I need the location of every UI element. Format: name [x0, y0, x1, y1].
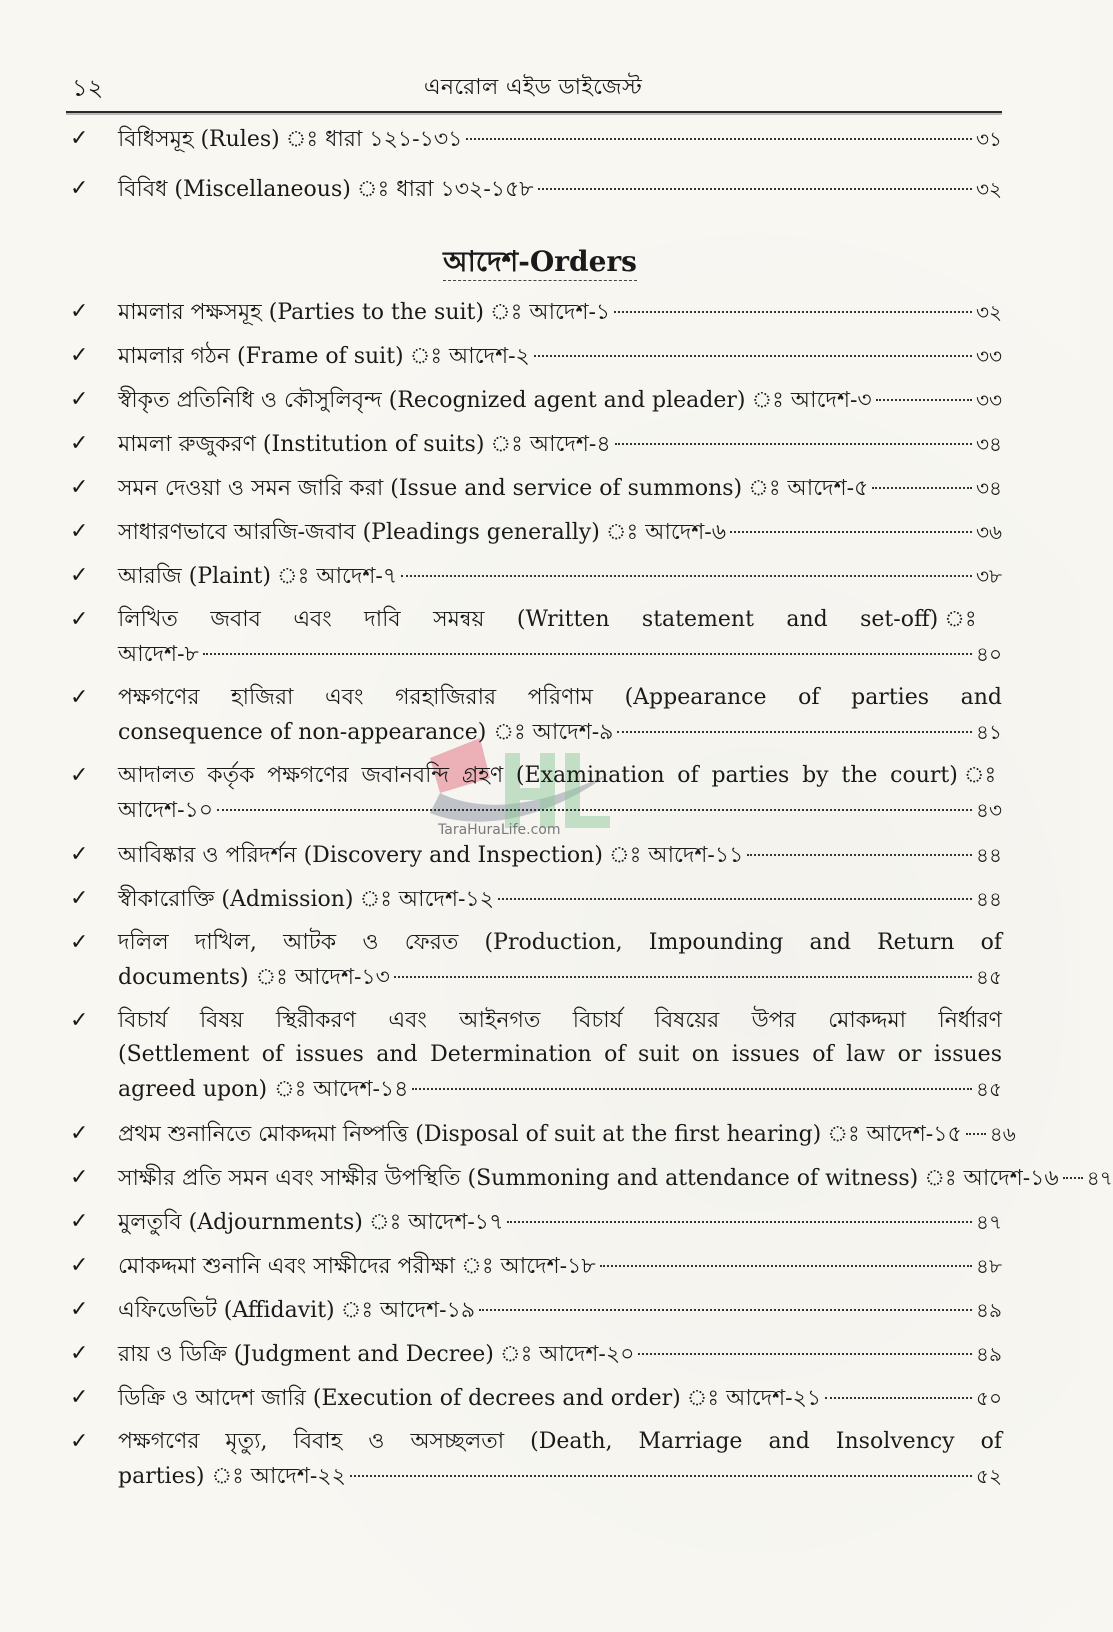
toc-page-number: ৩৩: [975, 388, 1002, 412]
toc-entry: [70, 1117, 1016, 1151]
toc-entry-line: [118, 926, 1002, 960]
toc-page-number: ৩১: [976, 127, 1002, 151]
toc-entry: [70, 681, 1002, 749]
check-icon: ✓: [70, 763, 89, 788]
toc-entry-label: agreed upon) ঃ আদেশ-১৪: [118, 1077, 409, 1102]
toc-entry-label: consequence of non-appearance) ঃ আদেশ-৯: [118, 720, 614, 745]
toc-entry-line: [118, 1249, 1002, 1283]
page-header: [66, 64, 1000, 104]
toc-entry-line: [118, 295, 1002, 329]
check-icon: ✓: [70, 343, 89, 368]
toc-entry: [70, 1161, 1113, 1195]
toc-entry-line: [118, 1161, 1113, 1195]
toc-entry-label: আবিষ্কার ও পরিদর্শন (Discovery and Inspection) ঃ আদেশ-১১: [118, 843, 744, 868]
toc-entry-text: [118, 427, 1002, 461]
dot-leader: [617, 731, 972, 733]
toc-entry: [70, 759, 1002, 827]
toc-entry-label: আদেশ-১০: [118, 798, 214, 823]
toc-page-number: ৫২: [976, 1464, 1002, 1488]
check-icon: ✓: [70, 126, 89, 151]
toc-page-number: ৪৬: [989, 1122, 1016, 1146]
toc-entry-text: [118, 1249, 1002, 1283]
toc-entry-line: [118, 759, 1002, 793]
section-title-text: আদেশ-Orders: [443, 245, 637, 281]
check-icon: ✓: [70, 1165, 89, 1190]
toc-entry-text: [118, 1117, 1016, 1151]
toc-entry-text: [118, 603, 1002, 671]
toc-entry-line: [118, 603, 1002, 637]
dot-leader: [479, 1309, 972, 1311]
toc-page-number: ৪৯: [976, 1342, 1002, 1366]
toc-entry-label: বিচার্য বিষয় স্থিরীকরণ এবং আইনগত বিচার্য বিষয়ের উপর মোকদ্দমা নির্ধারণ: [118, 1008, 1002, 1033]
toc-entry-line: [118, 172, 1002, 206]
toc-entry-label: সমন দেওয়া ও সমন জারি করা (Issue and service of summons) ঃ আদেশ-৫: [118, 476, 869, 501]
check-icon: ✓: [70, 1121, 89, 1146]
toc-entry-line: [118, 715, 1002, 749]
toc-entry-text: [118, 471, 1002, 505]
toc-entry-label: আরজি (Plaint) ঃ আদেশ-৭: [118, 564, 398, 589]
toc-entry-line: [118, 1004, 1002, 1038]
dot-leader: [203, 653, 972, 655]
toc-entry-label: documents) ঃ আদেশ-১৩: [118, 965, 390, 990]
toc-page-number: ৩৩: [975, 344, 1002, 368]
toc-entry-text: [118, 383, 1002, 417]
toc-page-number: ৩২: [975, 177, 1002, 201]
toc-entry: [70, 559, 1002, 593]
toc-entry-line: [118, 882, 1002, 916]
toc-entry-line: [118, 838, 1002, 872]
toc-entry-text: [118, 1205, 1002, 1239]
toc-entry-label: স্বীকারোক্তি (Admission) ঃ আদেশ-১২: [118, 887, 495, 912]
toc-entry-line: [118, 1425, 1002, 1459]
toc-entry: [70, 603, 1002, 671]
dot-leader: [466, 138, 972, 140]
toc-entry-label: parties) ঃ আদেশ-২২: [118, 1464, 346, 1489]
toc-entry: [70, 1337, 1002, 1371]
toc-page-number: ৩৮: [976, 564, 1002, 588]
dot-leader: [966, 1133, 986, 1135]
toc-entry: [70, 122, 1002, 156]
toc-page-number: ৪৭: [976, 1210, 1002, 1234]
toc-entry-text: [118, 759, 1002, 827]
toc-page-number: ৩২: [975, 300, 1002, 324]
toc-entry-label: বিধিসমূহ (Rules) ঃ ধারা ১২১-১৩১: [118, 127, 463, 152]
check-icon: ✓: [70, 563, 89, 588]
toc-entry-line: [118, 1337, 1002, 1371]
toc-page-number: ৪৮: [976, 1254, 1002, 1278]
toc-entry-label: প্রথম শুনানিতে মোকদ্দমা নিষ্পত্তি (Disposal of suit at the first hearing) ঃ আদেশ-১৫: [118, 1122, 962, 1147]
dot-leader: [1063, 1177, 1083, 1179]
toc-page-number: ৩৪: [976, 476, 1002, 500]
check-icon: ✓: [70, 1008, 89, 1033]
header-rule: [66, 111, 1002, 113]
check-icon: ✓: [70, 886, 89, 911]
toc-page-number: ৪৫: [976, 965, 1002, 989]
toc-entry-text: [118, 1337, 1002, 1371]
dot-leader: [825, 1397, 972, 1399]
toc-entry-text: [118, 515, 1002, 549]
check-icon: ✓: [70, 1385, 89, 1410]
check-icon: ✓: [70, 299, 89, 324]
toc-entry-label: মামলার গঠন (Frame of suit) ঃ আদেশ-২: [118, 344, 530, 369]
dot-leader: [350, 1475, 972, 1477]
toc-entry-text: [118, 339, 1002, 373]
check-icon: ✓: [70, 475, 89, 500]
toc-entry-label: মুলতুবি (Adjournments) ঃ আদেশ-১৭: [118, 1210, 504, 1235]
toc-entry-text: [118, 172, 1002, 206]
toc-entry-line: [118, 122, 1002, 156]
check-icon: ✓: [70, 176, 89, 201]
toc-entry-line: [118, 339, 1002, 373]
dot-leader: [538, 188, 972, 190]
dot-leader: [498, 898, 972, 900]
toc-entry-label: মামলার পক্ষসমূহ (Parties to the suit) ঃ আদেশ-১: [118, 300, 611, 325]
toc-entry-label: (Settlement of issues and Determination of suit on issues of law or issues: [118, 1042, 1002, 1067]
toc-entry-text: [118, 1293, 1002, 1327]
toc-entry: [70, 838, 1002, 872]
dot-leader: [730, 531, 972, 533]
toc-entry-text: [118, 1381, 1002, 1415]
toc-entry: [70, 1381, 1002, 1415]
toc-entry-text: [118, 1004, 1002, 1106]
toc-page-number: ৪৫: [976, 1077, 1002, 1101]
dot-leader: [600, 1265, 972, 1267]
toc-entry: [70, 1425, 1002, 1493]
toc-entry: [70, 471, 1002, 505]
check-icon: ✓: [70, 431, 89, 456]
dot-leader: [412, 1088, 972, 1090]
toc-entry-line: [118, 559, 1002, 593]
dot-leader: [638, 1353, 972, 1355]
check-icon: ✓: [70, 930, 89, 955]
toc-entry-line: [118, 427, 1002, 461]
toc-page-number: ৪৯: [976, 1298, 1002, 1322]
toc-page-number: ৪৭: [1086, 1166, 1113, 1190]
toc-entry-label: রায় ও ডিক্রি (Judgment and Decree) ঃ আদেশ-২০: [118, 1342, 635, 1367]
toc-entry-text: [118, 1425, 1002, 1493]
check-icon: ✓: [70, 1209, 89, 1234]
toc-entry-text: [118, 882, 1002, 916]
toc-entry: [70, 172, 1002, 206]
toc-entry-line: [118, 637, 1002, 671]
toc-entry-label: এফিডেভিট (Affidavit) ঃ আদেশ-১৯: [118, 1298, 476, 1323]
toc-page-number: ৩৬: [975, 520, 1002, 544]
toc-entry-line: [118, 1459, 1002, 1493]
check-icon: ✓: [70, 685, 89, 710]
dot-leader: [401, 575, 972, 577]
toc-entry-label: সাধারণভাবে আরজি-জবাব (Pleadings generally) ঃ আদেশ-৬: [118, 520, 727, 545]
toc-entry-label: মোকদ্দমা শুনানি এবং সাক্ষীদের পরীক্ষা ঃ আদেশ-১৮: [118, 1254, 596, 1279]
dot-leader: [872, 487, 972, 489]
toc-page-number: ৫০: [976, 1386, 1002, 1410]
toc-entry-text: [118, 295, 1002, 329]
toc-entry-line: [118, 960, 1002, 994]
toc-entry-line: [118, 515, 1002, 549]
toc-entry-text: [118, 926, 1002, 994]
toc-entry-label: আদেশ-৮: [118, 642, 199, 667]
toc-entry-line: [118, 1205, 1002, 1239]
toc-entry: [70, 926, 1002, 994]
check-icon: ✓: [70, 387, 89, 412]
toc-entry-line: [118, 681, 1002, 715]
toc-entry-text: [118, 559, 1002, 593]
book-title: এনরোল এইড ডাইজেস্ট: [423, 75, 643, 100]
toc-entry-label: পক্ষগণের হাজিরা এবং গরহাজিরার পরিণাম (Appearance of parties and: [118, 685, 1002, 710]
toc-entry-text: [118, 1161, 1113, 1195]
check-icon: ✓: [70, 1253, 89, 1278]
toc-page-number: ৩৪: [976, 432, 1002, 456]
check-icon: ✓: [70, 1297, 89, 1322]
toc-entry-line: [118, 1072, 1002, 1106]
toc-entry: [70, 1205, 1002, 1239]
toc-entry-label: মামলা রুজুকরণ (Institution of suits) ঃ আদেশ-৪: [118, 432, 611, 457]
toc-entry: [70, 515, 1002, 549]
toc-entry-label: আদালত কর্তৃক পক্ষগণের জবানবন্দি গ্রহণ (Examination of parties by the court) ঃ: [118, 763, 1002, 788]
toc-entry-line: [118, 383, 1002, 417]
toc-entry-label: বিবিধ (Miscellaneous) ঃ ধারা ১৩২-১৫৮: [118, 177, 534, 202]
toc-entry-label: সাক্ষীর প্রতি সমন এবং সাক্ষীর উপস্থিতি (Summoning and attendance of witness) ঃ আদেশ-১৬: [118, 1166, 1059, 1191]
page-number: ১২: [72, 74, 104, 102]
dot-leader: [394, 976, 972, 978]
toc-page-number: ৪০: [976, 642, 1002, 666]
toc-entry: [70, 1293, 1002, 1327]
toc-entry: [70, 339, 1002, 373]
toc-entry-label: দলিল দাখিল, আটক ও ফেরত (Production, Impounding and Return of: [118, 930, 1002, 955]
check-icon: ✓: [70, 842, 89, 867]
check-icon: ✓: [70, 1341, 89, 1366]
toc-entry-line: [118, 1117, 1016, 1151]
dot-leader: [217, 809, 972, 811]
check-icon: ✓: [70, 607, 89, 632]
toc-entry: [70, 383, 1002, 417]
dot-leader: [615, 443, 972, 445]
toc-entry-text: [118, 122, 1002, 156]
dot-leader: [534, 355, 972, 357]
toc-entry-label: লিখিত জবাব এবং দাবি সমন্বয় (Written statement and set-off) ঃ: [118, 607, 1002, 632]
dot-leader: [507, 1221, 972, 1223]
toc-entry-label: ডিক্রি ও আদেশ জারি (Execution of decrees and order) ঃ আদেশ-২১: [118, 1386, 822, 1411]
toc-entry: [70, 1249, 1002, 1283]
dot-leader: [876, 399, 972, 401]
watermark-text: TaraHuraLife.com: [438, 822, 561, 838]
section-title: [0, 240, 1080, 287]
toc-entry: [70, 427, 1002, 461]
toc-entry-text: [118, 681, 1002, 749]
toc-page-number: ৪১: [976, 720, 1002, 744]
toc-entry: [70, 882, 1002, 916]
dot-leader: [614, 311, 972, 313]
toc-entry-line: [118, 471, 1002, 505]
toc-entry-line: [118, 793, 1002, 827]
toc-page-number: ৪৪: [976, 887, 1002, 911]
toc-entry-line: [118, 1293, 1002, 1327]
check-icon: ✓: [70, 519, 89, 544]
toc-entry-label: পক্ষগণের মৃত্যু, বিবাহ ও অসচ্ছলতা (Death, Marriage and Insolvency of: [118, 1429, 1002, 1454]
toc-entry: [70, 1004, 1002, 1106]
dot-leader: [747, 854, 972, 856]
toc-page-number: ৪৩: [976, 798, 1002, 822]
toc-entry-label: স্বীকৃত প্রতিনিধি ও কৌসুলিবৃন্দ (Recognized agent and pleader) ঃ আদেশ-৩: [118, 388, 872, 413]
toc-entry: [70, 295, 1002, 329]
toc-entry-line: [118, 1038, 1002, 1072]
check-icon: ✓: [70, 1429, 89, 1454]
toc-entry-text: [118, 838, 1002, 872]
toc-entry-line: [118, 1381, 1002, 1415]
toc-page-number: ৪৪: [976, 843, 1002, 867]
